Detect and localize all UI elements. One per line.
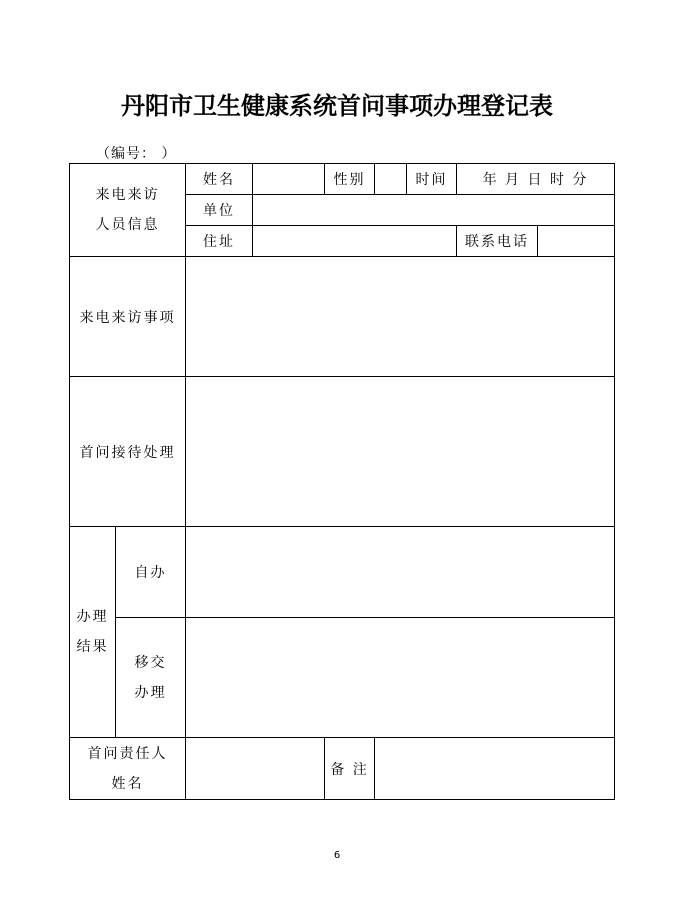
gender-label: 性别: [325, 164, 375, 195]
self-handle-label: 自办: [116, 527, 186, 618]
reception-label: 首问接待处理: [70, 377, 186, 527]
result-label: 办理 结果: [70, 527, 116, 738]
gender-field[interactable]: [375, 164, 407, 195]
registration-form-table: [69, 163, 615, 800]
phone-field[interactable]: [538, 226, 615, 257]
responsible-person-label: 首问责任人 姓名: [70, 738, 186, 800]
transfer-field[interactable]: [186, 618, 615, 738]
unit-field[interactable]: [253, 195, 615, 226]
self-handle-field[interactable]: [186, 527, 615, 618]
page-number: 6: [333, 850, 341, 861]
remarks-label: 备 注: [325, 738, 375, 800]
name-label: 姓名: [186, 164, 253, 195]
remarks-field[interactable]: [375, 738, 615, 800]
serial-number-label: （编号： ）: [96, 146, 177, 162]
unit-label: 单位: [186, 195, 253, 226]
matter-field[interactable]: [186, 257, 615, 377]
document-title: 丹阳市卫生健康系统首问事项办理登记表: [121, 91, 553, 120]
phone-label: 联系电话: [457, 226, 538, 257]
name-field[interactable]: [253, 164, 325, 195]
time-label: 时间: [407, 164, 457, 195]
transfer-label: 移交 办理: [116, 618, 186, 738]
matter-label: 来电来访事项: [70, 257, 186, 377]
reception-field[interactable]: [186, 377, 615, 527]
address-label: 住址: [186, 226, 253, 257]
address-field[interactable]: [253, 226, 457, 257]
responsible-person-field[interactable]: [186, 738, 325, 800]
visitor-info-label: 来电来访 人员信息: [70, 164, 186, 257]
time-field[interactable]: 年 月 日 时 分: [457, 164, 615, 195]
